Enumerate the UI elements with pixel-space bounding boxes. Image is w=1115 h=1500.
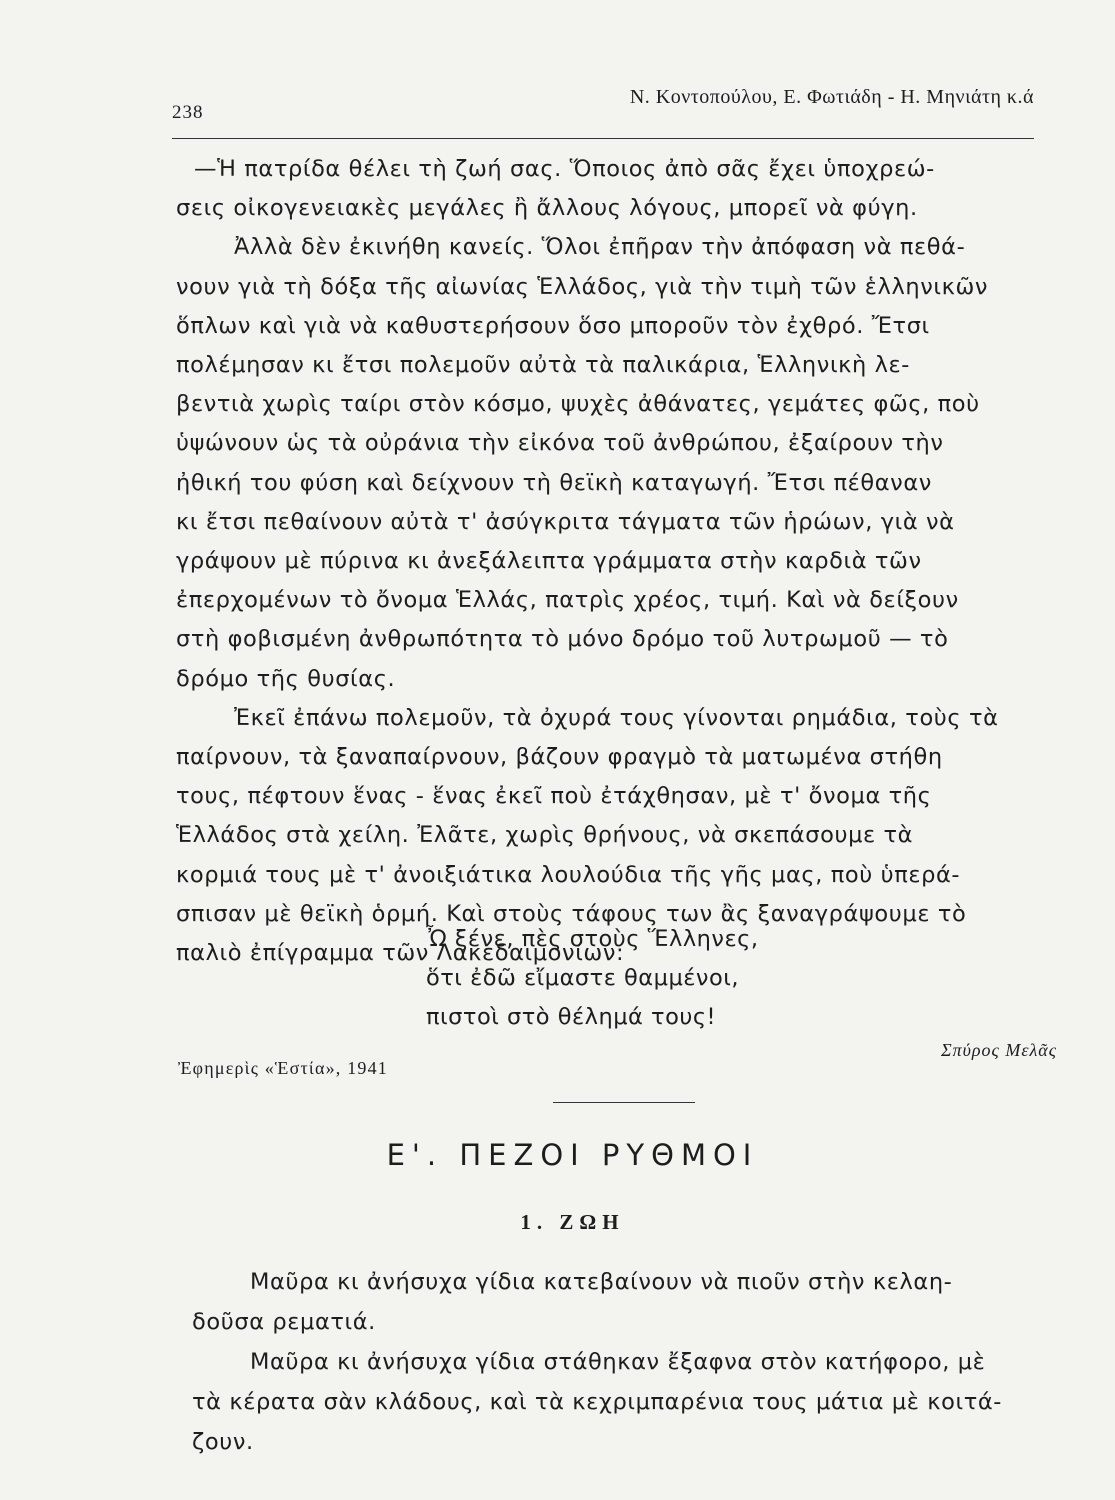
text-line: Μαῦρα κι ἀνήσυχα γίδια στάθηκαν ἔξαφνα στὸν κατήφορο, μὲ: [250, 1349, 986, 1375]
text-line: Ἑλλάδος στὰ χείλη. Ἐλᾶτε, χωρὶς θρήνους, νὰ σκεπάσουμε τὰ: [176, 822, 914, 849]
text-line: σεις οἰκογενειακὲς μεγάλες ἢ ἄλλους λόγους, μπορεῖ νὰ φύγη.: [176, 195, 918, 222]
section-divider: [553, 1102, 695, 1103]
section-text: [192, 1262, 1050, 1462]
epigram-poem: [426, 920, 846, 1037]
text-line: ἠθική του φύση καὶ δείχνουν τὴ θεϊκὴ καταγωγή. Ἔτσι πέθαναν: [176, 469, 932, 496]
header-divider: [172, 138, 1034, 139]
text-line: Μαῦρα κι ἀνήσυχα γίδια κατεβαίνουν νὰ πιοῦν στὴν κελαη-: [250, 1269, 953, 1295]
text-line: τους, πέφτουν ἕνας - ἕνας ἐκεῖ ποὺ ἐτάχθησαν, μὲ τ' ὄνομα τῆς: [176, 783, 932, 810]
page-number: 238: [172, 102, 204, 123]
text-line: ἐπερχομένων τὸ ὄνομα Ἑλλάς, πατρὶς χρέος, τιμή. Καὶ νὰ δείξουν: [176, 587, 959, 614]
text-line: στὴ φοβισμένη ἀνθρωπότητα τὸ μόνο δρόμο τοῦ λυτρωμοῦ — τὸ: [176, 626, 949, 653]
text-line: κορμιά τους μὲ τ' ἀνοιξιάτικα λουλούδια τῆς γῆς μας, ποὺ ὑπερά-: [176, 861, 961, 888]
text-line: ὅπλων καὶ γιὰ νὰ καθυστερήσουν ὅσο μποροῦν τὸν ἐχθρό. Ἔτσι: [176, 312, 930, 339]
text-line: γράψουν μὲ πύρινα κι ἀνεξάλειπτα γράμματα στὴν καρδιὰ τῶν: [176, 548, 922, 575]
text-line: νουν γιὰ τὴ δόξα τῆς αἰωνίας Ἑλλάδος, γιὰ τὴν τιμὴ τῶν ἑλληνικῶν: [176, 273, 989, 300]
section-title: Ε'. ΠΕΖΟΙ ΡΥΘΜΟΙ: [386, 1138, 759, 1172]
text-line: κι ἔτσι πεθαίνουν αὐτὰ τ' ἀσύγκριτα τάγματα τῶν ἡρώων, γιὰ νὰ: [176, 508, 955, 535]
text-line: τὰ κέρατα σὰν κλάδους, καὶ τὰ κεχριμπαρένια τους μάτια μὲ κοιτά-: [192, 1389, 1003, 1415]
main-text: [176, 150, 1046, 973]
author-name: Σπύρος Μελᾶς: [940, 1040, 1057, 1060]
text-line: ζουν.: [192, 1429, 254, 1455]
text-line: παλιὸ ἐπίγραμμα τῶν Λακεδαιμονίων:: [176, 940, 625, 967]
poem-line: ὅτι ἐδῶ εἴμαστε θαμμένοι,: [426, 965, 740, 991]
text-line: δοῦσα ρεματιά.: [192, 1309, 376, 1335]
text-line: σπισαν μὲ θεϊκὴ ὁρμή. Καὶ στοὺς τάφους των ἂς ξαναγράψουμε τὸ: [176, 900, 967, 927]
text-line: ὑψώνουν ὡς τὰ οὐράνια τὴν εἰκόνα τοῦ ἀνθρώπου, ἐξαίρουν τὴν: [176, 430, 944, 457]
text-line: παίρνουν, τὰ ξαναπαίρνουν, βάζουν φραγμὸ τὰ ματωμένα στήθη: [176, 744, 943, 771]
text-line: Ἐκεῖ ἐπάνω πολεμοῦν, τὰ ὀχυρά τους γίνονται ρημάδια, τοὺς τὰ: [234, 704, 999, 731]
text-line: Ἀλλὰ δὲν ἐκινήθη κανείς. Ὅλοι ἐπῆραν τὴν ἀπόφαση νὰ πεθά-: [234, 234, 966, 261]
text-line: δρόμο τῆς θυσίας.: [176, 665, 396, 692]
text-line: βεντιὰ χωρὶς ταίρι στὸν κόσμο, ψυχὲς ἀθάνατες, γεμάτες φῶς, ποὺ: [176, 391, 980, 418]
page-header: [172, 84, 1034, 124]
text-line: πολέμησαν κι ἔτσι πολεμοῦν αὐτὰ τὰ παλικάρια, Ἑλληνικὴ λε-: [176, 352, 911, 379]
running-head: Ν. Κοντοπούλου, Ε. Φωτιάδη - Η. Μηνιάτη κ.ά: [629, 86, 1034, 108]
subsection-title: 1. ΖΩΗ: [520, 1210, 625, 1234]
poem-line: πιστοὶ στὸ θέλημά τους!: [426, 1004, 717, 1030]
source-citation: Ἐφημερὶς «Ἑστία», 1941: [178, 1058, 389, 1078]
text-line: —Ἡ πατρίδα θέλει τὴ ζωή σας. Ὅποιος ἀπὸ σᾶς ἔχει ὑποχρεώ-: [194, 156, 935, 182]
poem-line: Ὦ ξένε, πὲς στοὺς Ἕλληνες,: [426, 926, 759, 952]
